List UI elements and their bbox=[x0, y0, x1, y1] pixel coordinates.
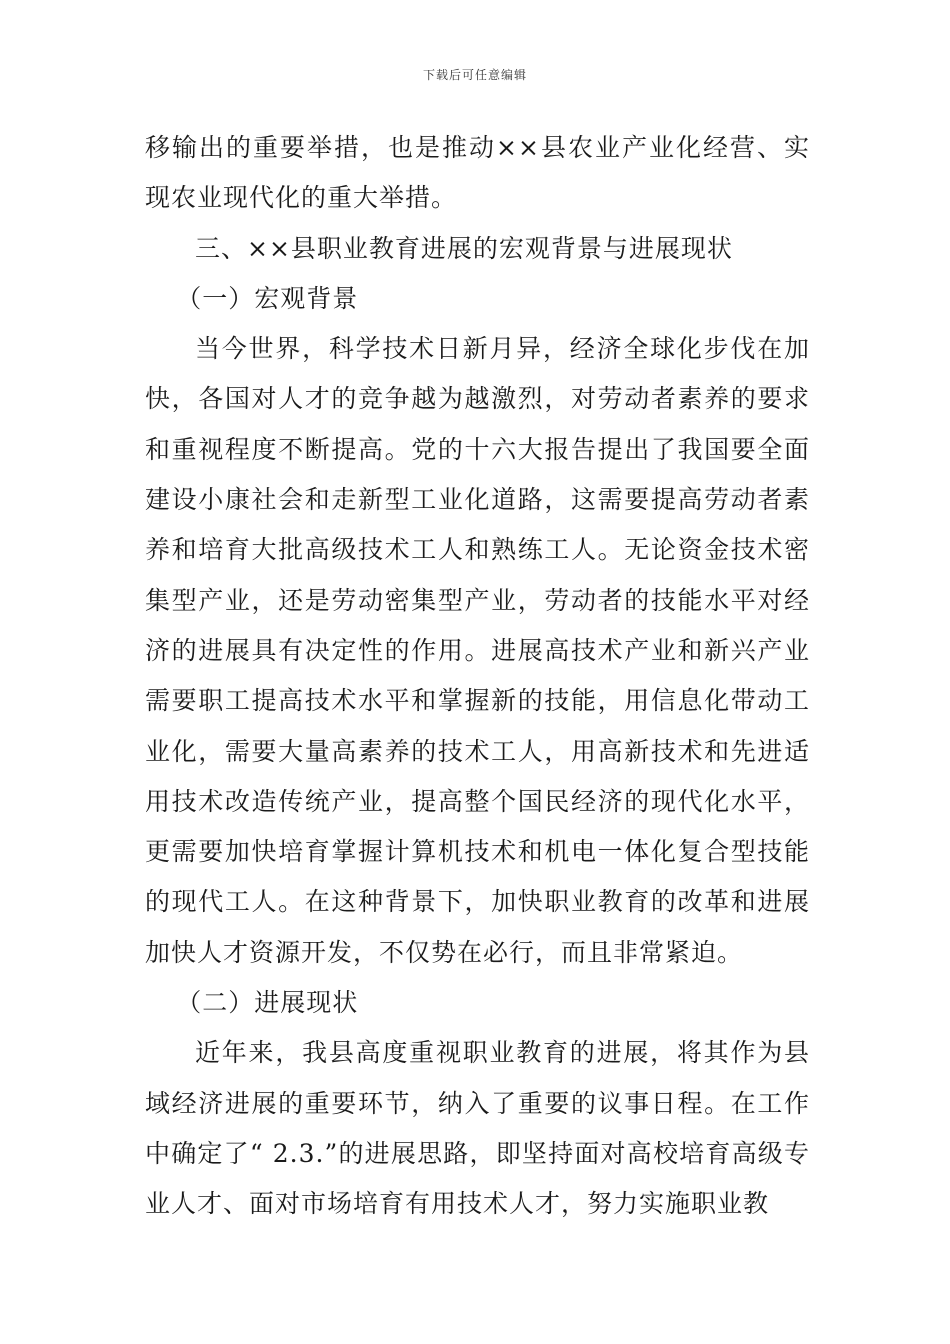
page-header-note: 下载后可任意编辑 bbox=[422, 68, 527, 82]
document-body bbox=[145, 123, 810, 1230]
paragraph-macro-background: 当今世界，科学技术日新月异，经济全球化步伐在加快，各国对人才的竞争越为越激烈，对劳动者素养的要求和重视程度不断提高。党的十六大报告提出了我国要全面建设小康社会和走新型工业化道路，这需要提高劳动者素养和培育大批高级技术工人和熟练工人。无论资金技术密集型产业，还是劳动密集型产业，劳动者的技能水平对经济的进展具有决定性的作用。进展高技术产业和新兴产业需要职工提高技术水平和掌握新的技能，用信息化带动工业化，需要大量高素养的技术工人，用高新技术和先进适用技术改造传统产业，提高整个国民经济的现代化水平，更需要加快培育掌握计算机技术和机电一体化复合型技能的现代工人。在这种背景下，加快职业教育的改革和进展加快人才资源开发，不仅势在必行，而且非常紧迫。 bbox=[145, 334, 810, 967]
section-heading-3: 三、××县职业教育进展的宏观背景与进展现状 bbox=[195, 233, 733, 263]
paragraph-continuation: 移输出的重要举措，也是推动××县农业产业化经营、实现农业现代化的重大举措。 bbox=[145, 133, 810, 213]
subsection-heading-current-status: （二）进展现状 bbox=[176, 988, 359, 1018]
subsection-heading-macro-background: （一）宏观背景 bbox=[176, 283, 359, 313]
paragraph-current-status: 近年来，我县高度重视职业教育的进展，将其作为县域经济进展的重要环节，纳入了重要的议事日程。在工作中确定了“ 2.3.”的进展思路，即坚持面对高校培育高级专业人才、面对市场培育有用技术人才，努力实施职业教 bbox=[145, 1038, 810, 1219]
